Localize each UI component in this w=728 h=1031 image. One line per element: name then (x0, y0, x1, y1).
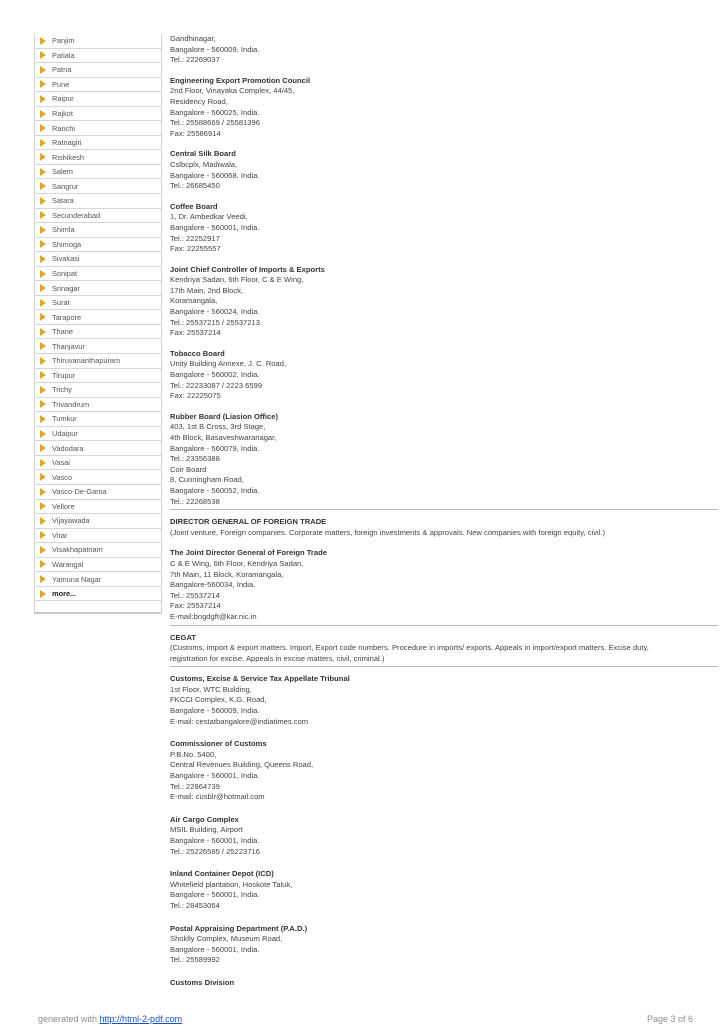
arrow-right-icon (40, 124, 46, 132)
sidebar-item-udaipur[interactable] (35, 427, 161, 442)
arrow-right-icon (40, 444, 46, 452)
sidebar-item-label: Vellore (52, 501, 75, 511)
section-divider (170, 625, 718, 626)
arrow-right-icon (40, 357, 46, 365)
arrow-right-icon (40, 197, 46, 205)
entry-tobacco-board (170, 349, 690, 402)
sidebar-bottom (35, 601, 161, 614)
entry-title: Coffee Board (170, 201, 218, 211)
address-line: P.B.No. 5400, (170, 749, 217, 759)
sidebar-item-virar[interactable] (35, 529, 161, 544)
address-line: Bangalore - 560001, India. (170, 890, 260, 900)
sidebar-item-label: Vijayawada (52, 516, 90, 526)
sidebar-item-trichy[interactable] (35, 383, 161, 398)
sidebar-item-thiruvananthapuram[interactable] (35, 354, 161, 369)
address-line: Tel.: 25589992 (170, 955, 220, 965)
entry-cegat (170, 633, 690, 665)
arrow-right-icon (40, 37, 46, 45)
sidebar-item-surat[interactable] (35, 296, 161, 311)
sidebar-item-label: Tumkur (52, 414, 77, 424)
sidebar-item-thane[interactable] (35, 325, 161, 340)
email-line: E-mail: cestatbangalore@indiatimes.com (170, 716, 309, 726)
sidebar-item-label: Vasco (52, 472, 72, 482)
email-line: E-mail:bngdgft@kar.nic.in (170, 611, 257, 621)
section-title: CEGAT (170, 632, 197, 642)
sidebar-item-thanjavur[interactable] (35, 339, 161, 354)
sidebar-item-label: Thiruvananthapuram (52, 356, 121, 366)
address-line: MSIL Building, Airport (170, 825, 243, 835)
address-line: Coir Board (170, 464, 207, 474)
entry-title: Joint Chief Controller of Imports & Exports (170, 264, 325, 274)
sidebar-item-label: Satara (52, 196, 74, 206)
sidebar-item-label: Vasai (52, 458, 70, 468)
arrow-right-icon (40, 80, 46, 88)
sidebar-item-vasai[interactable] (35, 456, 161, 471)
entry-central-silk-board (170, 149, 690, 191)
sidebar-item-label: Srinagar (52, 283, 80, 293)
sidebar-item-label: Rajkot (52, 109, 73, 118)
entry-title: Central Silk Board (170, 149, 236, 159)
sidebar-item-label: Trichy (52, 385, 72, 395)
address-line: Fax: 25537214 (170, 601, 221, 611)
sidebar-item-label: Secunderabad (52, 210, 101, 220)
sidebar-item-secunderabad[interactable] (35, 209, 161, 224)
sidebar-item-label: Shimla (52, 225, 75, 235)
address-line: 1st Floor, WTC Building, (170, 684, 252, 694)
address-line: Koramangala, (170, 296, 218, 306)
entry-title: Air Cargo Complex (170, 814, 239, 824)
sidebar-item-label: Shimoga (52, 239, 82, 249)
address-line: Fax: 22225075 (170, 391, 221, 401)
sidebar-item-yamuna-nagar[interactable] (35, 572, 161, 587)
sidebar-item-satara[interactable] (35, 194, 161, 209)
entry-joint-dgft (170, 548, 690, 622)
address-line: Tel.: 23356388 (170, 454, 220, 464)
sidebar-item-label: Ranchi (52, 123, 76, 133)
entry-title: Engineering Export Promotion Council (170, 75, 311, 85)
sidebar-item-label: Salem (52, 167, 73, 177)
sidebar-item-shimoga[interactable] (35, 238, 161, 253)
address-line: 403, 1st B Cross, 3rd Stage, (170, 422, 266, 432)
address-line: Central Revenues Building, Queens Road, (170, 760, 314, 770)
address-line: Tel.: 25537214 (170, 590, 220, 600)
arrow-right-icon (40, 531, 46, 539)
section-divider (170, 509, 718, 510)
entry-continuation (170, 34, 690, 66)
generator-prefix: generated with (38, 1014, 100, 1024)
arrow-right-icon (40, 226, 46, 234)
address-line: Bangalore-560034, India. (170, 580, 256, 590)
arrow-right-icon (40, 139, 46, 147)
sidebar-item-rajkot[interactable] (35, 107, 161, 122)
arrow-right-icon (40, 473, 46, 481)
sidebar-item-rishikesh[interactable] (35, 150, 161, 165)
arrow-right-icon (40, 328, 46, 336)
address-line: Tel.: 25588669 / 25581396 (170, 118, 260, 128)
arrow-right-icon (40, 415, 46, 423)
arrow-right-icon (40, 517, 46, 525)
address-line: Bangalore - 560001, India. (170, 836, 260, 845)
address-line: Tel.: 28453064 (170, 900, 220, 910)
arrow-right-icon (40, 430, 46, 438)
address-line: Unity Building Annexe, J. C. Road, (170, 359, 287, 369)
sidebar-item-label: Panjim (52, 36, 75, 46)
address-line: Bangalore - 560068, India. (170, 170, 260, 180)
arrow-right-icon (40, 284, 46, 292)
arrow-right-icon (40, 211, 46, 219)
sidebar-item-label: Surat (52, 298, 70, 308)
arrow-right-icon (40, 168, 46, 176)
address-line: Bangalore - 560009, India. (170, 44, 260, 54)
address-line: 1, Dr. Ambedkar Veedi, (170, 212, 248, 222)
sidebar-item-sivakasi[interactable] (35, 252, 161, 267)
arrow-right-icon (40, 240, 46, 248)
arrow-right-icon (40, 371, 46, 379)
address-line: Bangalore - 560001, India. (170, 944, 260, 954)
directory-content (170, 34, 690, 989)
sidebar-item-label: Visakhapatnam (52, 545, 103, 555)
address-line: Bangalore - 560009, India. (170, 706, 260, 716)
sidebar-item-label: Sangrur (52, 181, 79, 191)
address-line: C & E Wing, 6th Floor, Kendriya Sadan, (170, 558, 304, 568)
address-line: Tel.: 22269037 (170, 55, 220, 65)
section-title: DIRECTOR GENERAL OF FOREIGN TRADE (170, 517, 327, 527)
sidebar-item-vasco-de-gama[interactable] (35, 485, 161, 500)
sidebar-item-label: Pune (52, 79, 70, 89)
arrow-right-icon (40, 459, 46, 467)
entry-title: Customs Division (170, 977, 235, 987)
section-description: (Customs, import & export matters. Import, Export code numbers. Procedure in imports/ exports. Appeals in import/export matters. Excise duty, (170, 643, 649, 653)
page-number: Page 3 of 6 (646, 1014, 693, 1024)
sidebar-item-label: Udaipur (52, 429, 78, 439)
address-line: Fax: 25537214 (170, 328, 221, 338)
entry-title: Postal Appraising Department (P.A.D.) (170, 923, 308, 933)
address-line: 8, Cunningham Road, (170, 475, 244, 485)
entry-commissioner-customs (170, 739, 690, 803)
arrow-right-icon (40, 51, 46, 59)
entry-engineering-export (170, 76, 690, 140)
sidebar-item-label: Rishikesh (52, 152, 85, 162)
sidebar-item-trivandrum[interactable] (35, 398, 161, 413)
sidebar-item-vellore[interactable] (35, 500, 161, 515)
sidebar-item-visakhapatnam[interactable] (35, 543, 161, 558)
sidebar-item-label: Ratnagiri (52, 138, 82, 148)
arrow-right-icon (40, 575, 46, 583)
address-line: Bangalore - 560052, India. (170, 485, 260, 495)
entry-cestat (170, 674, 690, 727)
sidebar-item-tumkur[interactable] (35, 412, 161, 427)
address-line: Tel.: 22268538 (170, 496, 220, 506)
address-line: 7th Main, 11 Block, Koramangala, (170, 569, 284, 579)
sidebar-item-label: Vasco-De-Gama (52, 487, 107, 497)
sidebar-item-ranchi[interactable] (35, 121, 161, 136)
entry-pad (170, 924, 690, 966)
sidebar-item-label: Sonipat (52, 269, 78, 279)
sidebar-item-tirupur[interactable] (35, 369, 161, 384)
arrow-right-icon (40, 488, 46, 496)
entry-title: The Joint Director General of Foreign Trade (170, 548, 327, 558)
sidebar-item-label: more... (52, 589, 77, 599)
arrow-right-icon (40, 502, 46, 510)
arrow-right-icon (40, 66, 46, 74)
generator-link[interactable]: http://html-2-pdf.com (99, 1014, 183, 1024)
address-line: 17th Main, 2nd Block, (170, 285, 244, 295)
address-line: FKCCI Complex, K.G. Road, (170, 695, 267, 705)
address-line: Bangalore - 560001, India. (170, 771, 260, 781)
address-line: Bangalore - 560025, India. (170, 107, 260, 117)
section-divider (170, 666, 718, 667)
sidebar-item-label: Thanjavur (52, 341, 85, 351)
section-description: registration for excise. Appeals in excise matters, civil, criminal.) (170, 653, 385, 663)
entry-title: Commissioner of Customs (170, 739, 267, 749)
arrow-right-icon (40, 546, 46, 554)
arrow-right-icon (40, 313, 46, 321)
arrow-right-icon (40, 400, 46, 408)
arrow-right-icon (40, 560, 46, 568)
arrow-right-icon (40, 182, 46, 190)
address-line: Tel.: 22233087 / 2223 6599 (170, 380, 263, 390)
sidebar-item-label: Tirupur (52, 370, 76, 380)
sidebar-item-label: Thane (52, 327, 73, 337)
sidebar-item-sangrur[interactable] (35, 179, 161, 194)
address-line: Gandhinagar, (170, 34, 216, 43)
entry-rubber-board (170, 412, 690, 507)
address-line: Tel.: 22252917 (170, 233, 220, 243)
entry-icd (170, 869, 690, 911)
sidebar-item-pune[interactable] (35, 78, 161, 93)
sidebar-item-warangal[interactable] (35, 558, 161, 573)
page-footer (38, 1014, 693, 1024)
sidebar-item-ratnagiri[interactable] (35, 136, 161, 151)
entry-customs-division (170, 978, 690, 989)
sidebar-item-vadodara[interactable] (35, 441, 161, 456)
address-line: Bangalore - 560002, India. (170, 370, 260, 380)
arrow-right-icon (40, 153, 46, 161)
entry-title: Customs, Excise & Service Tax Appellate Tribunal (170, 674, 350, 684)
sidebar-item-label: Virar (52, 530, 68, 540)
sidebar-item-label: Raipur (52, 94, 74, 104)
email-line: E-mail: cusblr@hotmail.com (170, 792, 265, 802)
address-line: Bangalore - 560001, India. (170, 222, 260, 232)
section-description: (Joint venture, Foreign companies. Corporate matters, foreign investments & approvals. New companies with foreign equity, civil.) (170, 527, 606, 537)
arrow-right-icon (40, 110, 46, 118)
address-line: Kendriya Sadan, 6th Floor, C & E Wing, (170, 275, 304, 285)
address-line: Fax: 25586914 (170, 128, 221, 138)
entry-jcci (170, 265, 690, 339)
sidebar-item-panjim[interactable] (35, 34, 161, 49)
arrow-right-icon (40, 386, 46, 394)
address-line: Shoklly Complex, Museum Road, (170, 934, 283, 944)
arrow-right-icon (40, 590, 46, 598)
sidebar-item-srinagar[interactable] (35, 281, 161, 296)
sidebar-item-label: Sivakasi (52, 254, 80, 264)
generator-credit (38, 1014, 182, 1024)
entry-title: Tobacco Board (170, 348, 225, 358)
sidebar-item-label: Trivandrum (52, 399, 90, 409)
sidebar-item-tarapore[interactable] (35, 310, 161, 325)
sidebar-item-sonipat[interactable] (35, 267, 161, 282)
sidebar-item-label: Tarapore (52, 312, 82, 322)
address-line: 4th Block, Basaveshwaranagar, (170, 433, 277, 442)
sidebar-item-label: Patiala (52, 50, 75, 60)
address-line: 2nd Floor, Vinayaka Complex, 44/45, (170, 86, 295, 96)
sidebar-item-label: Warangal (52, 559, 84, 569)
sidebar-item-patiala[interactable] (35, 49, 161, 64)
entry-title: Inland Container Depot (ICD) (170, 869, 274, 879)
entry-dgft (170, 517, 690, 538)
entry-coffee-board (170, 202, 690, 255)
arrow-right-icon (40, 299, 46, 307)
arrow-right-icon (40, 342, 46, 350)
city-sidebar (34, 34, 162, 614)
sidebar-item-label: Yamuna Nagar (52, 574, 102, 584)
entry-title: Rubber Board (Liasion Office) (170, 411, 279, 421)
arrow-right-icon (40, 270, 46, 278)
sidebar-item-patna[interactable] (35, 63, 161, 78)
address-line: Fax: 22255557 (170, 244, 221, 254)
sidebar-item-label: Vadodara (52, 443, 84, 453)
address-line: Bangalore - 560024, India. (170, 307, 260, 317)
address-line: Whitefield plantation, Hoskote Taluk, (170, 879, 293, 889)
address-line: Cslbcplx, Madiwala, (170, 159, 238, 169)
sidebar-item-vijayawada[interactable] (35, 514, 161, 529)
arrow-right-icon (40, 255, 46, 263)
sidebar-item-salem[interactable] (35, 165, 161, 180)
sidebar-item-shimla[interactable] (35, 223, 161, 238)
sidebar-item-raipur[interactable] (35, 92, 161, 107)
address-line: Residency Road, (170, 96, 228, 106)
sidebar-item-more[interactable] (35, 587, 161, 602)
sidebar-item-vasco[interactable] (35, 470, 161, 485)
address-line: Bangalore - 560079, India. (170, 443, 260, 453)
address-line: Tel.: 25226585 / 25223716 (170, 846, 260, 856)
entry-air-cargo (170, 815, 690, 857)
arrow-right-icon (40, 95, 46, 103)
address-line: Tel.: 26685450 (170, 181, 220, 191)
address-line: Tel.: 25537215 / 25537213 (170, 317, 260, 327)
sidebar-item-label: Patna (52, 65, 72, 75)
address-line: Tel.: 22864739 (170, 781, 220, 791)
